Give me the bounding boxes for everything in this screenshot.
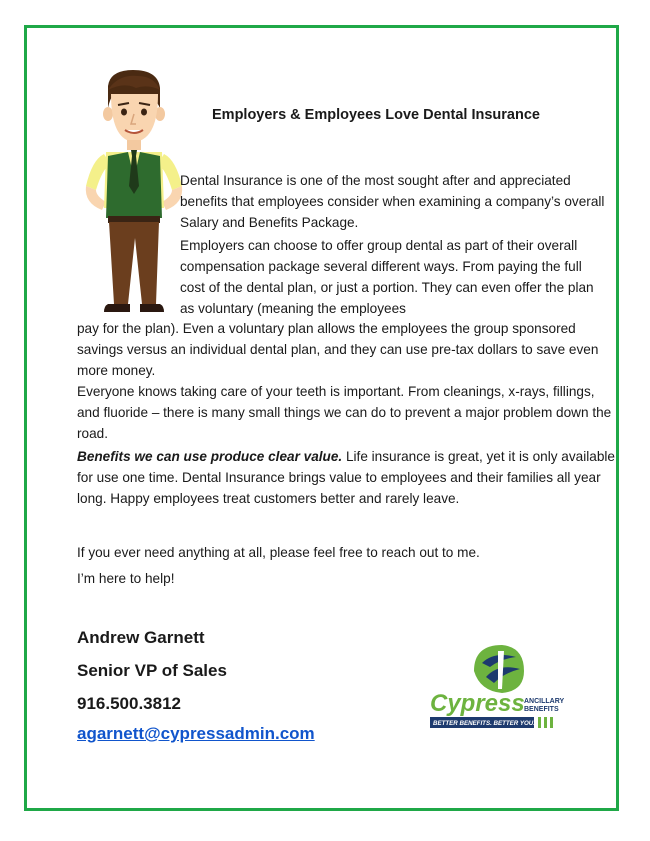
page-title: Employers & Employees Love Dental Insurance	[212, 107, 540, 123]
value-lead: Benefits we can use produce clear value.	[77, 449, 343, 464]
options-paragraph-continued: pay for the plan). Even a voluntary plan allows the employees the group sponsored savings versus an individual dental plan, and they can use pre-tax dollars to save even more money.	[77, 321, 599, 378]
logo-sub-line1: ANCILLARY	[524, 698, 565, 705]
help-paragraph: I’m here to help!	[77, 571, 175, 586]
logo-brand: Cypress	[430, 690, 525, 717]
intro-paragraph: Dental Insurance is one of the most sought after and appreciated benefits that employees consider when examining a company’s overall Salary and Benefits Package.	[180, 173, 605, 230]
value-text: Life insurance is great, yet it is only available for use one time. Dental Insurance brings value to employees and their families all year long. Happy employees treat customers better and rarely leave.	[77, 449, 615, 506]
signature-name: Andrew Garnett	[77, 628, 205, 647]
logo-sub-line2: BENEFITS	[524, 706, 559, 713]
reach-out-paragraph: If you ever need anything at all, please feel free to reach out to me.	[77, 545, 480, 560]
options-paragraph: Employers can choose to offer group dental as part of their overall compensation package several different ways. From paying the full cost of the dental plan, or just a portion. They can even offer the plan as voluntary (meaning the employees	[180, 238, 594, 316]
cypress-logo	[428, 641, 568, 735]
care-paragraph: Everyone knows taking care of your teeth is important. From cleanings, x-rays, fillings, and fluoride – there is many small things we can do to prevent a major problem down the road.	[77, 384, 612, 441]
businessman-illustration	[78, 68, 188, 314]
value-paragraph	[77, 446, 617, 509]
signature-title: Senior VP of Sales	[77, 661, 227, 680]
signature-phone: 916.500.3812	[77, 694, 181, 713]
logo-tagline: BETTER BENEFITS. BETTER YOU.	[433, 720, 535, 727]
signature-email-link[interactable]: agarnett@cypressadmin.com	[77, 724, 315, 743]
